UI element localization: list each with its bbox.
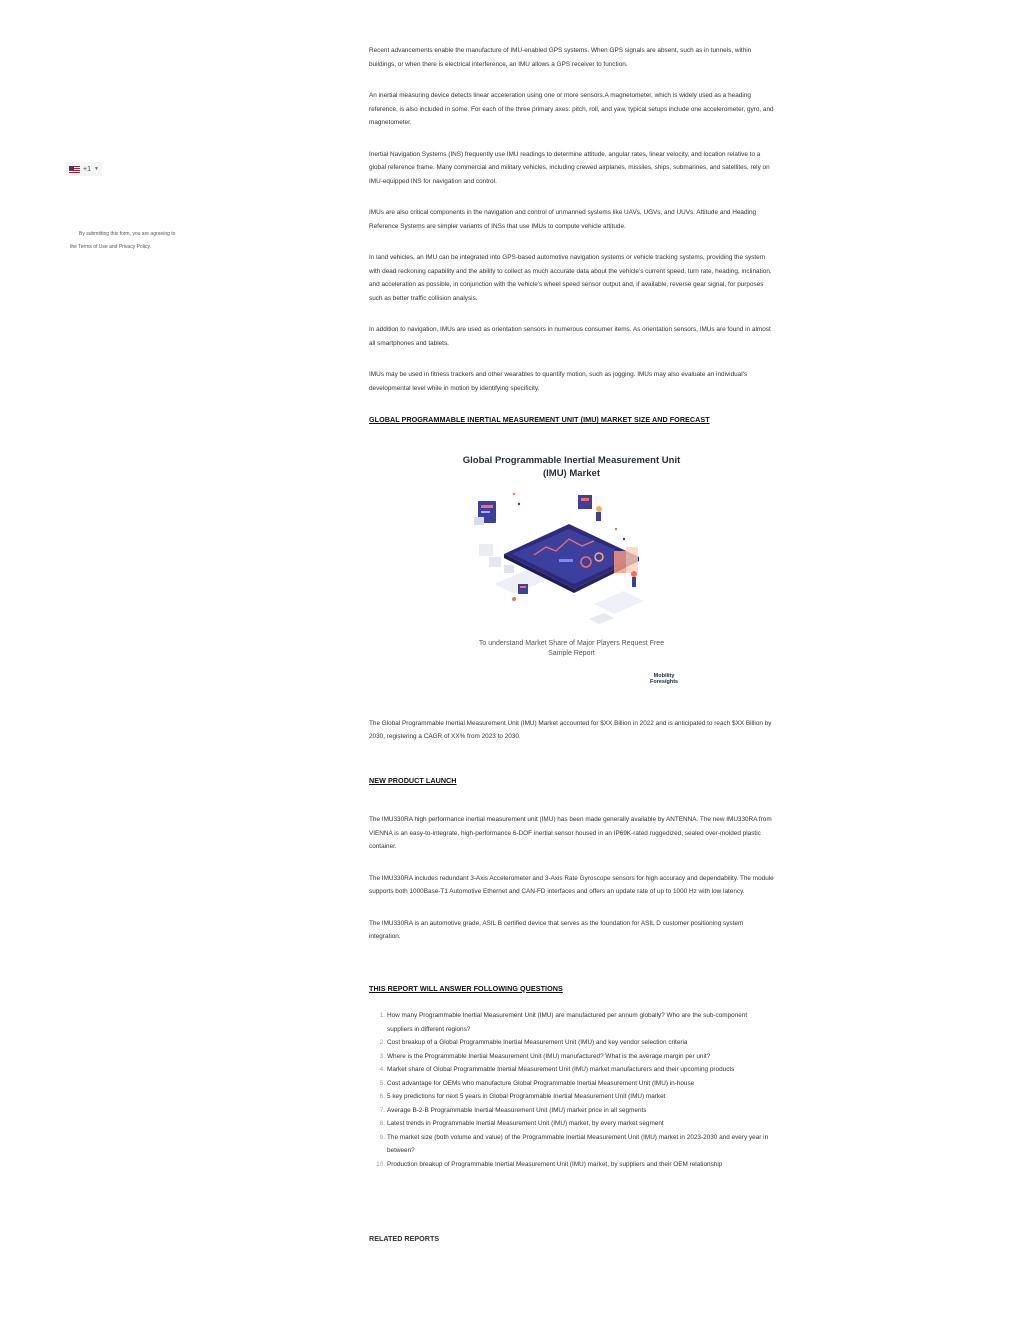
paragraph-imu-gps: Recent advancements enable the manufacture of IMU-enabled GPS systems. When GPS signals are absent, such as in tunnels, within buildings, or when there is electrical interference, an IMU allows a GPS receiver to function. (369, 47, 752, 68)
question-item: Production breakup of Programmable Inertial Measurement Unit (IMU) market, by suppliers and their OEM relationship (387, 1160, 723, 1168)
question-item: Cost breakup of a Global Programmable Inertial Measurement Unit (IMU) and key vendor selection criteria (387, 1039, 688, 1046)
question-item: Cost advantage for OEMs who manufacture Global Programmable Inertial Measurement Unit (IMU) in-house (387, 1079, 695, 1087)
us-flag-icon (69, 166, 80, 173)
illustration-caption-line-2: Sample Report (548, 649, 595, 657)
heading-report-questions: THIS REPORT WILL ANSWER FOLLOWING QUESTIONS (369, 983, 563, 993)
illustration-caption (369, 639, 774, 659)
question-item: Market share of Global Programmable Inertial Measurement Unit (IMU) market manufacturers and their upcoming products (387, 1066, 735, 1073)
question-item: Where is the Programmable Inertial Measurement Unit (IMU) manufactured? What is the average margin per unit? (387, 1052, 711, 1060)
chevron-down-icon: ▼ (93, 166, 99, 172)
paragraph-market-value: The Global Programmable Inertial Measurement Unit (IMU) Market accounted for $XX Billion in 2022 and is anticipated to reach $XX Billion by 2030, registering a CAGR of XX% from 2023 to 2030. (369, 719, 772, 740)
isometric-dashboard-illustration (474, 489, 669, 634)
illustration-title-line-1: Global Programmable Inertial Measurement Unit (462, 454, 681, 466)
paragraph-unmanned: IMUs are also critical components in the navigation and control of unmanned systems like UAVs, UGVs, and UUVs. Attitude and Heading Reference Systems are simpler variants of INSs that use IMUs to compute vehicle attitude. (369, 209, 757, 230)
heading-related-reports: RELATED REPORTS (369, 1234, 440, 1243)
heading-market-size: GLOBAL PROGRAMMABLE INERTIAL MEASUREMENT UNIT (IMU) MARKET SIZE AND FORECAST (369, 415, 710, 424)
country-code-value: +1 (83, 165, 91, 173)
logo-line-1: Mobility (653, 672, 675, 679)
question-item: Average B-2-B Programmable Inertial Measurement Unit (IMU) market price in all segments (387, 1106, 647, 1114)
article-body (369, 44, 774, 1171)
paragraph-imu330ra-sensors: The IMU330RA includes redundant 3-Axis Accelerometer and 3-Axis Rate Gyroscope sensors for high accuracy and dependability. The module supports both 1000Base-T1 Automotive Ethernet and CAN-FD interfaces and offers an update rate of up to 1000 Hz with low latency. (369, 874, 774, 895)
paragraph-imu330ra-launch: The IMU330RA high performance inertial measurement unit (IMU) has been made generally available by ANTENNA. The new IMU330RA from VIENNA is an easy-to-integrate, high-performance 6-DOF inertial sensor housed in an IP69K-rated ruggedized, sealed over-molded plastic container. (369, 816, 772, 850)
question-item: The market size (both volume and value) of the Programmable Inertial Measurement Unit (IMU) market in 2023-2030 and every year in between? (387, 1133, 769, 1154)
illustration-title-line-2: (IMU) Market (542, 467, 600, 479)
illustration-title (369, 454, 774, 480)
country-code-select[interactable] (66, 162, 102, 176)
consent-line-2: the Terms of Use and Privacy Policy. (70, 244, 151, 250)
question-item: 5 key predictions for next 5 years in Global Programmable Inertial Measurement Unit (IMU) market (387, 1093, 666, 1100)
question-item: Latest trends in Programmable Inertial Measurement Unit (IMU) market, by every market segment (387, 1120, 664, 1127)
question-item: How many Programmable Inertial Measurement Unit (IMU) are manufactured per annum globally? Who are the sub-component suppliers in different regions? (387, 1012, 748, 1033)
illustration-caption-line-1: To understand Market Share of Major Players Request Free (478, 639, 665, 647)
paragraph-ins: Inertial Navigation Systems (INS) frequently use IMU readings to determine attitude, angular rates, linear velocity, and location relative to a global reference frame. Many commercial and military vehicles, including crewed airplanes, missiles, ships, submarines, and satellites, rely on IMU-equipped INS for navigation and control. (369, 150, 770, 185)
paragraph-consumer: In addition to navigation, IMUs are used as orientation sensors in numerous consumer items. As orientation sensors, IMUs are found in almost all smartphones and tablets. (369, 326, 771, 347)
consent-line-1: By submitting this form, you are agreeing to (79, 231, 176, 237)
questions-list (369, 1009, 774, 1171)
paragraph-imu330ra-asil: The IMU330RA is an automotive grade, ASIL B certified device that serves as the foundation for ASIL D customer positioning system integration. (369, 919, 744, 940)
paragraph-inertial-device: An inertial measuring device detects linear acceleration using one or more sensors.A magnetometer, which is widely used as a heading reference, is also included in some. For each of the three primary axes: pitch, roll, and yaw, typical setups include one accelerometer, gyro, and magnetometer. (369, 92, 774, 126)
form-consent-text (70, 228, 220, 254)
paragraph-wearables: IMUs may be used in fitness trackers and other wearables to quantify motion, such as jogging. IMUs may also evaluate an individual's developmental level while in motion by identifying specificity. (369, 371, 748, 392)
mobility-foresights-logo (650, 673, 678, 685)
market-illustration[interactable] (369, 451, 774, 691)
paragraph-land-vehicles: In land vehicles, an IMU can be integrated into GPS-based automotive navigation systems or vehicle tracking systems, providing the system with dead reckoning capability and the ability to collect as much accurate data about the vehicle's current speed, turn rate, heading, inclination, and acceleration as possible, in conjunction with the vehicle's wheel speed sensor output and, if available, reverse gear signal, for purposes such as better traffic collision analysis. (369, 254, 772, 302)
logo-line-2: Foresights (650, 678, 679, 685)
heading-new-product-launch: NEW PRODUCT LAUNCH (369, 775, 457, 785)
